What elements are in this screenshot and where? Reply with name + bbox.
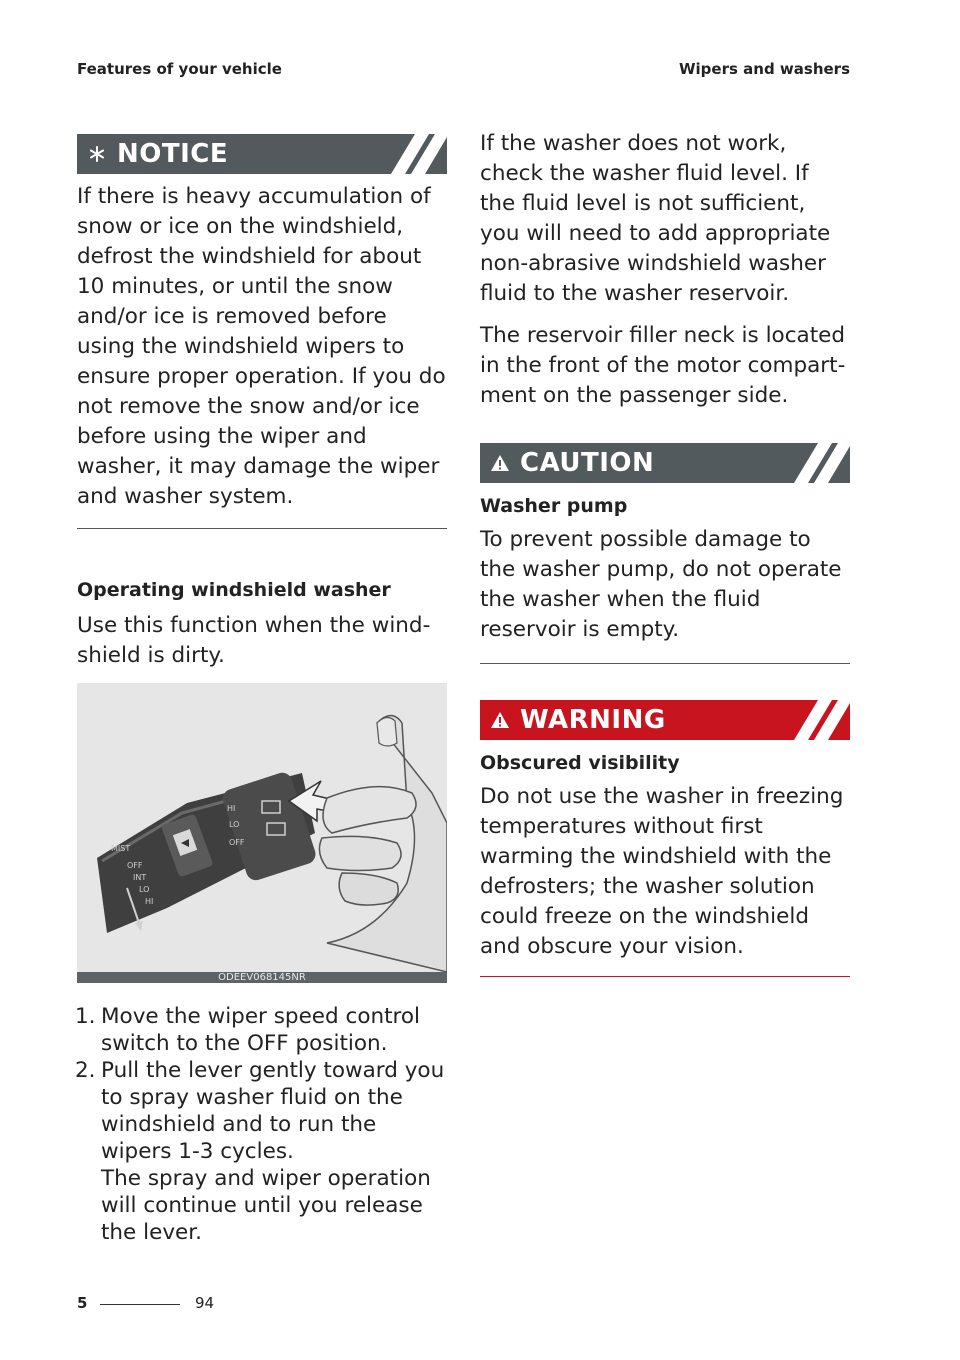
warning-body: Do not use the washer in freezing temperatures without first warming the windshield with the defrosters; the washer solution could freeze on the windshield and obscure your vision. <box>480 784 844 959</box>
steps-list <box>77 1003 447 1246</box>
footer-page-number: 94 <box>195 1294 215 1312</box>
knob-label-hi: HI <box>227 804 236 813</box>
step-text: Pull the lever gently toward you to spray washer fluid on the windshield and to run the wipers 1-3 cycles. <box>101 1058 445 1164</box>
warning-divider <box>480 976 850 977</box>
warning-title: WARNING <box>520 705 666 735</box>
header-section-title: Wipers and washers <box>679 60 850 78</box>
footer-divider <box>100 1304 180 1305</box>
caution-banner <box>480 443 850 483</box>
list-item <box>77 1057 447 1246</box>
right-column <box>480 129 850 977</box>
list-item <box>77 1003 447 1057</box>
knob-label-lo: LO <box>229 820 240 829</box>
header-chapter-title: Features of your vehicle <box>77 60 282 78</box>
caution-divider <box>480 663 850 664</box>
notice-divider <box>77 528 447 529</box>
label-lo: LO <box>139 885 150 894</box>
label-hi: HI <box>145 897 154 906</box>
banner-stripes <box>794 700 850 740</box>
warning-subhead: Obscured visibility <box>480 752 680 774</box>
label-int: INT <box>133 873 147 882</box>
step-text: Move the wiper speed control switch to the OFF position. <box>101 1004 421 1056</box>
notice-title: NOTICE <box>117 139 229 169</box>
caution-subhead: Washer pump <box>480 495 628 517</box>
footer-section-number: 5 <box>77 1294 88 1312</box>
label-mist: MIST <box>111 844 131 853</box>
left-column <box>77 134 447 1246</box>
knob-label-off: OFF <box>229 838 245 847</box>
asterisk-icon <box>87 144 107 164</box>
warning-triangle-icon <box>490 453 510 473</box>
caution-title: CAUTION <box>520 448 655 478</box>
step-extra-text: The spray and wiper operation will continue until you release the lever. <box>101 1166 431 1245</box>
step-number: 1. <box>75 1004 96 1029</box>
wiper-lever-drawing <box>77 683 447 972</box>
washer-check-paragraph: If the washer does not work, check the washer fluid level. If the fluid level is not sufficient, you will need to add appropriate non-abrasive windshield washer fluid to the washer reservoir. <box>480 131 831 306</box>
wiper-lever-illustration <box>77 683 447 983</box>
warning-banner <box>480 700 850 740</box>
step-number: 2. <box>75 1058 96 1083</box>
warning-triangle-icon <box>490 710 510 730</box>
section-intro: Use this function when the wind-shield is dirty. <box>77 613 431 668</box>
section-heading: Operating windshield washer <box>77 579 391 601</box>
reservoir-location-paragraph: The reservoir filler neck is located in the front of the motor compart-ment on the passenger side. <box>480 323 846 408</box>
caution-body: To prevent possible damage to the washer pump, do not operate the washer when the fluid reservoir is empty. <box>480 527 842 642</box>
banner-stripes <box>794 443 850 483</box>
notice-body: If there is heavy accumulation of snow or ice on the windshield, defrost the windshield for about 10 minutes, or until the snow and/or ice is removed before using the windshield wipers to ensure proper operation. If you do not remove the snow and/or ice before using the wiper and washer, it may damage the wiper and washer system. <box>77 184 446 509</box>
banner-stripes <box>391 134 447 174</box>
figure-caption: ODEEV068145NR <box>77 972 447 983</box>
notice-banner <box>77 134 447 174</box>
label-off: OFF <box>127 861 143 870</box>
